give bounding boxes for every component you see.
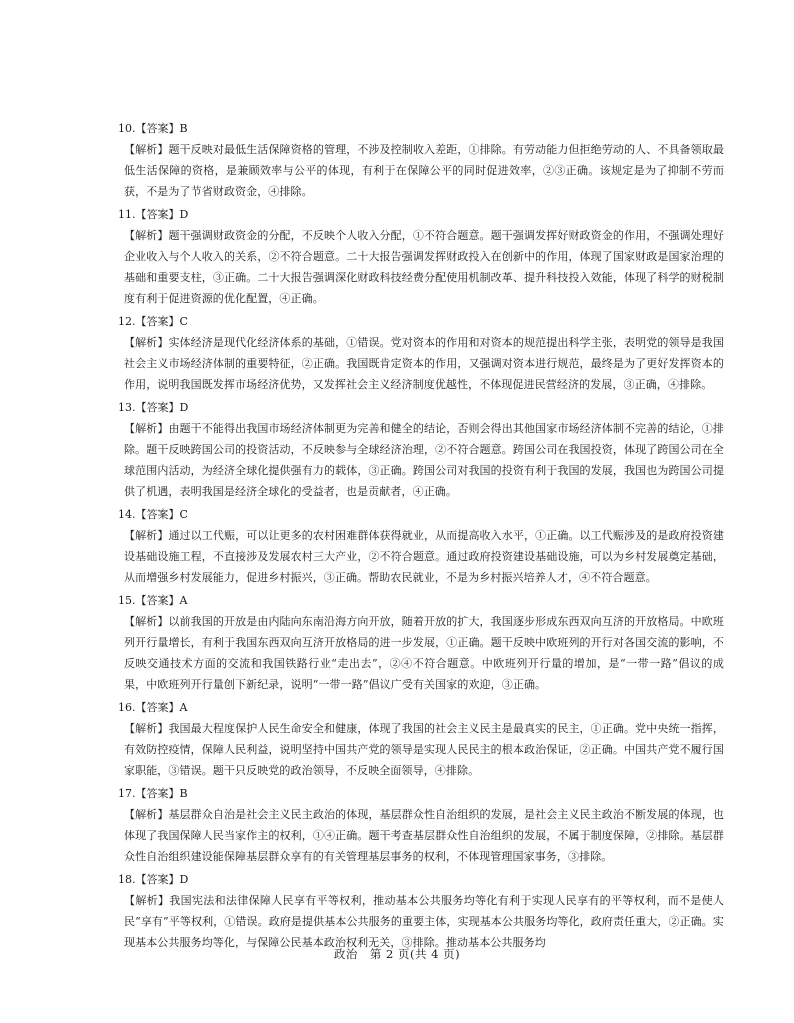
question-10 [118, 118, 724, 202]
explanation: 【解析】题干强调财政资金的分配，不反映个人收入分配，①不符合题意。题干强调发挥好财政资金的作用，不强调处理好企业收入与个人收入的关系，②不符合题意。二十大报告强调发挥财政投入在创新中的作用，体现了国家财政是国家治理的基础和重要支柱，③正确。二十大报告强调深化财政科技经费分配使用机制改革、提升科技投入效能，体现了科学的财税制度有利于促进资源的优化配置，④正确。 [124, 229, 724, 305]
explanation: 【解析】题干反映对最低生活保障资格的管理，不涉及控制收入差距，①排除。有劳动能力但拒绝劳动的人、不具备领取最低生活保障的资格，是兼顾效率与公平的体现，有利于在保障公平的同时促进效率，②③正确。该规定是为了抑制不劳而获，不是为了节省财政资金，④排除。 [124, 143, 724, 198]
explanation: 【解析】实体经济是现代化经济体系的基础，①错误。党对资本的作用和对资本的规范提出科学主张，表明党的领导是我国社会主义市场经济体制的重要特征，②正确。我国既肯定资本的作用，又强调对资本进行规范，最终是为了更好发挥资本的作用，说明我国既发挥市场经济优势，又发挥社会主义经济制度优越性，不体现促进民营经济的发展，③正确，④排除。 [124, 336, 724, 391]
explanation: 【解析】由题干不能得出我国市场经济体制更为完善和健全的结论，否则会得出其他国家市场经济体制不完善的结论，①排除。题干反映跨国公司的投资活动，不反映参与全球经济治理，②不符合题意。跨国公司在我国投资，体现了跨国公司在全球范围内活动，为经济全球化提供强有力的载体，③正确。跨国公司对我国的投资有利于我国的发展，我国也为跨国公司提供了机遇，表明我国是经济全球化的受益者，也是贡献者，④正确。 [124, 422, 724, 498]
answer-line: 16.【答案】A [118, 701, 188, 714]
page-footer: 政治 第 2 页(共 4 页) [333, 947, 461, 961]
explanation: 【解析】通过以工代赈，可以让更多的农村困难群体获得就业，从而提高收入水平，①正确。以工代赈涉及的是政府投资建设基础设施工程，不直接涉及发展农村三大产业，②不符合题意。通过政府投资建设基础设施，可以为乡村发展奠定基础，从而增强乡村发展能力，促进乡村振兴，③正确。帮助农民就业，不是为乡村振兴培养人才，④不符合题意。 [124, 529, 724, 584]
question-17 [118, 783, 724, 867]
answer-line: 14.【答案】C [118, 508, 188, 521]
question-15 [118, 590, 724, 695]
question-16 [118, 697, 724, 781]
explanation: 【解析】我国宪法和法律保障人民享有平等权利，推动基本公共服务均等化有利于实现人民享有的平等权利，而不是使人民“享有”平等权利，①错误。政府是提供基本公共服务的重要主体，实现基本公共服务均等化，政府责任重大，②正确。实现基本公共服务均等化，与保障公民基本政治权利无关，③排除。推动基本公共服务均 [124, 894, 724, 949]
explanation: 【解析】以前我国的开放是由内陆向东南沿海方向开放，随着开放的扩大，我国逐步形成东西双向互济的开放格局。中欧班列开行量增长，有利于我国东西双向互济开放格局的进一步发展，①正确。题干反映中欧班列的开行对各国交流的影响，不反映交通技术方面的交流和我国铁路行业“走出去”，②④不符合题意。中欧班列开行量的增加，是“一带一路”倡议的成果，中欧班列开行量创下新纪录，说明“一带一路”倡议广受有关国家的欢迎，③正确。 [124, 615, 724, 691]
question-11 [118, 204, 724, 309]
answer-line: 13.【答案】D [118, 401, 189, 414]
answer-line: 17.【答案】B [118, 787, 188, 800]
answer-line: 18.【答案】D [118, 873, 189, 886]
answer-line: 15.【答案】A [118, 594, 188, 607]
question-18 [118, 869, 724, 953]
question-14 [118, 504, 724, 588]
answer-line: 10.【答案】B [118, 122, 188, 135]
answer-line: 11.【答案】D [118, 208, 189, 221]
explanation: 【解析】基层群众自治是社会主义民主政治的体现，基层群众性自治组织的发展，是社会主义民主政治不断发展的体现，也体现了我国保障人民当家作主的权利，①④正确。题干考查基层群众性自治组织的发展，不属于制度保障，②排除。基层群众性自治组织建设能保障基层群众享有的有关管理基层事务的权利，不体现管理国家事务，③排除。 [124, 808, 724, 863]
explanation: 【解析】我国最大程度保护人民生命安全和健康，体现了我国的社会主义民主是最真实的民主，①正确。党中央统一指挥，有效防控疫情，保障人民利益，说明坚持中国共产党的领导是实现人民民主的根本政治保证，②正确。中国共产党不履行国家职能，③错误。题干只反映党的政治领导，不反映全面领导，④排除。 [124, 722, 724, 777]
answer-list [118, 118, 724, 953]
answer-line: 12.【答案】C [118, 315, 188, 328]
question-13 [118, 397, 724, 502]
question-12 [118, 311, 724, 395]
